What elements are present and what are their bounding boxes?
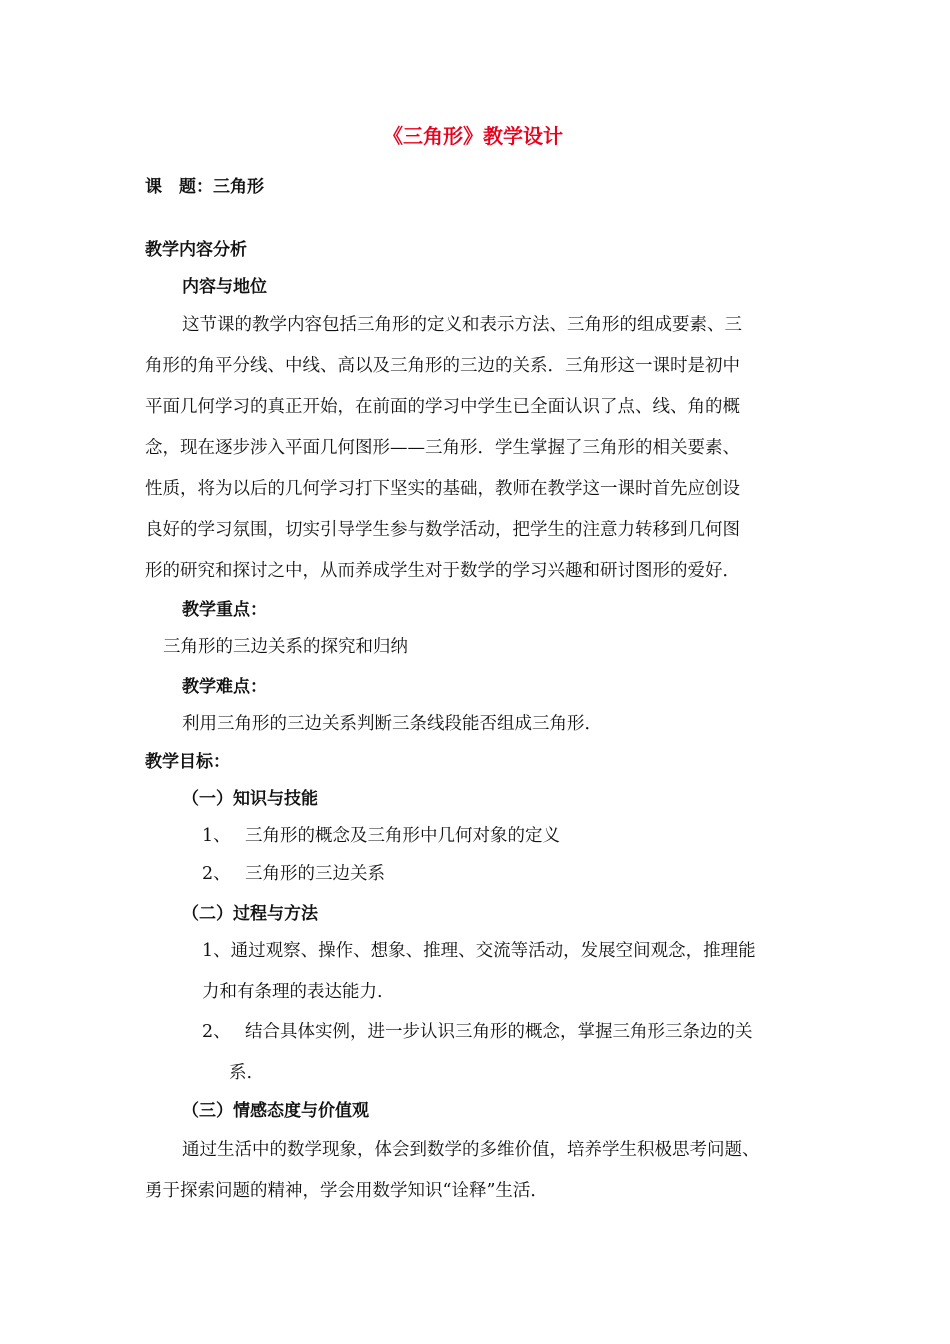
- emotion-paragraph-line: 通过生活中的数学现象，体会到数学的多维价值，培养学生积极思考问题、: [182, 1140, 760, 1160]
- content-position-subheading: 内容与地位: [182, 277, 267, 297]
- difficulty-text: 利用三角形的三边关系判断三条线段能否组成三角形．: [182, 714, 602, 734]
- objectives-heading: 教学目标：: [145, 752, 230, 772]
- topic-line: [145, 175, 264, 199]
- knowledge-item-number: 2、: [202, 864, 231, 884]
- paragraph-line: 念，现在逐步涉入平面几何图形——三角形．学生掌握了三角形的相关要素、: [145, 438, 740, 458]
- key-point-text: 三角形的三边关系的探究和归纳: [163, 637, 408, 657]
- paragraph-line: 平面几何学习的真正开始，在前面的学习中学生已全面认识了点、线、角的概: [145, 397, 740, 417]
- key-point-label: 教学重点：: [182, 600, 267, 620]
- paragraph-line: 性质，将为以后的几何学习打下坚实的基础，教师在教学这一课时首先应创设: [145, 479, 740, 499]
- knowledge-item-text: 三角形的概念及三角形中几何对象的定义: [245, 826, 560, 846]
- topic-value: 三角形: [213, 177, 264, 197]
- knowledge-heading: （一）知识与技能: [182, 789, 318, 809]
- process-heading: （二）过程与方法: [182, 904, 318, 924]
- content-analysis-heading: 教学内容分析: [145, 240, 247, 260]
- topic-label: 课 题：: [145, 177, 213, 197]
- knowledge-item-number: 1、: [202, 826, 231, 846]
- paragraph-line: 形的研究和探讨之中，从而养成学生对于数学的学习兴趣和研讨图形的爱好．: [145, 561, 740, 581]
- emotion-heading: （三）情感态度与价值观: [182, 1101, 369, 1121]
- paragraph-line: 良好的学习氛围，切实引导学生参与数学活动，把学生的注意力转移到几何图: [145, 520, 740, 540]
- process-item-line: 1、通过观察、操作、想象、推理、交流等活动，发展空间观念，推理能: [202, 941, 756, 961]
- process-item-line: 力和有条理的表达能力.: [202, 982, 383, 1002]
- difficulty-label: 教学难点：: [182, 677, 267, 697]
- paragraph-line: 这节课的教学内容包括三角形的定义和表示方法、三角形的组成要素、三: [182, 315, 742, 335]
- process-item-line: 结合具体实例，进一步认识三角形的概念，掌握三角形三条边的关: [245, 1022, 753, 1042]
- process-item-number: 2、: [202, 1022, 231, 1042]
- process-item-line: 系.: [229, 1063, 253, 1083]
- document-title: 《三角形》教学设计: [383, 124, 563, 148]
- emotion-paragraph-line: 勇于探索问题的精神，学会用数学知识“诠释”生活．: [145, 1181, 548, 1201]
- knowledge-item-text: 三角形的三边关系: [245, 864, 385, 884]
- paragraph-line: 角形的角平分线、中线、高以及三角形的三边的关系．三角形这一课时是初中: [145, 356, 740, 376]
